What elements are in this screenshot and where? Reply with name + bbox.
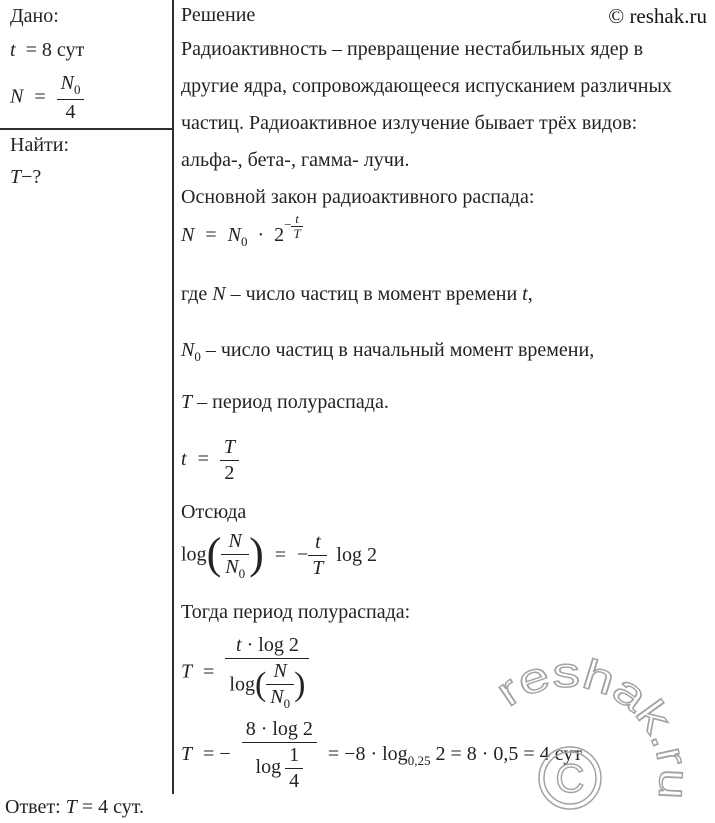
base-2: 2 — [274, 224, 285, 247]
question-mark: −? — [21, 166, 42, 188]
definition-T: T – период полураспада. — [181, 391, 389, 413]
middle-part: = −8 · log — [327, 743, 408, 766]
given-find-divider — [0, 128, 173, 130]
log-operator: log — [229, 673, 255, 696]
fraction-N-over-N0 — [221, 530, 249, 582]
fraction-denominator — [266, 685, 294, 712]
formula-log-ratio — [181, 530, 377, 582]
var-t: t — [10, 39, 16, 61]
var-n0: N — [60, 72, 74, 94]
subscript-0: 0 — [73, 82, 81, 97]
var-T: T — [312, 557, 324, 580]
fraction-t-over-T — [308, 531, 327, 580]
law-label: Основной закон радиоактивного распада: — [181, 186, 535, 208]
tail-part: 2 = 8 · 0,5 = 4 сут — [430, 743, 583, 766]
solution-intro — [181, 31, 672, 216]
var-n0: N — [227, 224, 241, 247]
subscript-0: 0 — [283, 696, 291, 711]
log-operator: log — [255, 756, 282, 779]
var-N: N — [181, 224, 195, 247]
hence-label: Отсюда — [181, 501, 247, 523]
exponent — [284, 212, 303, 240]
var-T: T — [10, 166, 22, 188]
watermark-c-symbol: C — [555, 757, 585, 801]
fraction-1-over-4: $\frac{1}{4}$ — [285, 744, 303, 793]
given-label: Дано: — [10, 5, 59, 27]
fraction-denominator: 4 — [65, 100, 76, 123]
fraction-denominator — [225, 659, 309, 712]
equals-sign: = — [203, 660, 215, 683]
intro-line: частиц. Радиоактивное излучение бывает трёх видов: — [181, 112, 638, 134]
left-paren: ( — [254, 665, 267, 703]
var-n: N — [10, 85, 24, 108]
fraction-numerator: t · log 2 — [225, 634, 309, 659]
definition-N0: $N_0$ – число частиц в начальный момент времени, — [181, 339, 595, 364]
fraction-T-over-2 — [220, 436, 239, 485]
var-T: T — [181, 391, 193, 413]
subscript-0: 0 — [238, 566, 246, 581]
then-label: Тогда период полураспада: — [181, 601, 411, 623]
watermark-stamp — [398, 640, 715, 823]
var-n0: N — [270, 686, 284, 708]
minus-sign: − — [297, 543, 309, 566]
var-n0: N — [181, 339, 195, 361]
fraction-denominator — [221, 555, 249, 582]
var-N: N — [266, 660, 294, 685]
var-N: N — [221, 530, 249, 555]
given-t-value: = 8 сут — [25, 39, 85, 61]
right-paren: ) — [249, 528, 264, 578]
intro-line: альфа-, бета-, гамма- лучи. — [181, 149, 410, 171]
fraction-numerator — [57, 72, 85, 100]
left-paren: ( — [206, 528, 222, 578]
var-T: T — [65, 796, 77, 818]
equals-sign: = — [205, 224, 217, 247]
equals-sign: = — [197, 448, 209, 471]
answer-label: Ответ: — [5, 796, 66, 818]
fraction-period — [225, 634, 309, 712]
log-operator: log — [181, 543, 207, 566]
fraction-numerator: 8 · log 2 — [242, 718, 317, 743]
subscript-0: 0 — [240, 234, 248, 250]
definition-N: где N – число частиц в момент времени t, — [181, 283, 533, 305]
find-label: Найти: — [10, 134, 70, 156]
var-T: T — [181, 743, 193, 766]
intro-line: другие ядра, сопровождающееся испусканием различных — [181, 75, 672, 97]
var-T: T — [293, 225, 301, 241]
answer-value: = 4 сут. — [76, 796, 144, 818]
var-T: T — [220, 436, 239, 461]
watermark-arc-text: reshak.ru — [487, 648, 699, 794]
equals-minus: = − — [203, 743, 231, 766]
var-t: t — [291, 212, 302, 227]
var-T: T — [181, 660, 193, 683]
var-n0: N — [225, 556, 239, 578]
fraction-numeric — [242, 718, 317, 793]
column-divider — [172, 0, 174, 794]
find-expression — [10, 166, 41, 189]
var-t: t — [522, 283, 528, 305]
equals-sign: = — [274, 543, 286, 566]
formula-t-half — [181, 436, 239, 485]
fraction-denominator — [242, 743, 317, 793]
minus-sign: − — [284, 217, 292, 233]
copyright-note: © reshak.ru — [608, 4, 707, 28]
var-t: t — [308, 531, 327, 556]
equals-sign: = — [34, 85, 46, 108]
log-2: log 2 — [336, 543, 377, 566]
subscript-0: 0 — [194, 349, 201, 364]
var-t: t — [181, 448, 187, 471]
formula-period — [181, 634, 309, 712]
log-base-subscript: 0,25 — [407, 753, 431, 769]
formula-decay-law — [181, 211, 303, 252]
given-line-t — [10, 39, 84, 62]
fraction-t-over-T — [291, 212, 302, 240]
intro-line: Радиоактивность – превращение нестабильных ядер в — [181, 38, 644, 60]
fraction-N-over-N0 — [266, 660, 294, 712]
right-paren: ) — [294, 665, 306, 703]
var-t: t — [236, 634, 242, 656]
given-line-n — [10, 72, 84, 124]
number-2: 2 — [224, 462, 235, 484]
solution-title: Решение — [181, 4, 256, 26]
var-N: N — [212, 283, 226, 305]
fraction-n0-over-4 — [57, 72, 85, 124]
answer-line — [5, 796, 144, 819]
multiply-dot: · — [257, 224, 265, 247]
